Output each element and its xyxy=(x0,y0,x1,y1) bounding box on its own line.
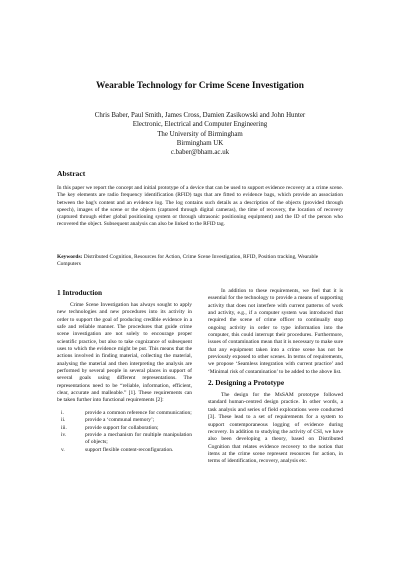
abstract-heading: Abstract xyxy=(57,169,86,178)
prototype-heading: 2. Designing a Prototype xyxy=(208,378,285,388)
list-item-number: iii. xyxy=(61,424,67,431)
prototype-paragraph: The design for the MsSAM prototype followed standard human-centred design practice. In other words, a task analysis and series of field explorations were conducted [3]. These lead to a set of requirements for a system to support contemporaneous logging of evidence during recovery. In addition to studying the activity of CSI, we have also been developing a theory, based on Distributed Cognition that relates evidence recovery to the notion that items at the crime scene represent resources for action, in terms of identification, recovery, analysis etc. xyxy=(208,392,343,465)
list-item-number: i. xyxy=(61,409,64,416)
author-names: Chris Baber, Paul Smith, James Cross, Damien Zasikowski and John Hunter xyxy=(94,112,306,119)
keywords xyxy=(57,254,343,269)
list-item-number: ii. xyxy=(61,417,66,424)
list-item xyxy=(57,432,192,447)
author-email: c.baber@bham.ac.uk xyxy=(170,149,230,157)
abstract-text: In this paper we report the concept and initial prototype of a device that can be used to support evidence recovery at a crime scene. The key elements are radio frequency identification (RFID) tags that are fitted to evidence bags, which provide an association between the bag's content and an evidence log. The log contains such details as a description of the objects (provided through speech), images of the scene or the objects (captured through digital cameras), the time of recovery, the location of recovery (captured through either global positioning system or through ultrasonic positioning equipment) and the ID of the person who recovered the object. Subsequent analysis can also be linked to the RFID tag. xyxy=(57,185,343,228)
author-block xyxy=(0,111,400,157)
introduction-heading: 1 Introduction xyxy=(57,288,103,297)
introduction-paragraph: Crime Scene Investigation has always sought to apply new technologies and new procedures into its activity in order to support the goal of producing credible evidence in a safe and reliable manner. The procedures that guide crime scene investigation are not solely to encourage proper scientific practice, but also to take cognizance of subsequent uses to which the evidence might be put. This means that the actions involved in finding material, collecting the material, analysing the material and then interpreting the analysis are performed by several people in several places in support of several goals using different representations. The representations need to be “reliable, information, efficient, clear, accurate and malleable.” [1]. These requirements can be taken further into functional requirements [2]: xyxy=(57,302,192,404)
list-item xyxy=(57,425,192,432)
paper-title: Wearable Technology for Crime Scene Investigation xyxy=(96,81,304,91)
right-column xyxy=(208,288,343,466)
requirements-list xyxy=(57,410,192,454)
author-department: Electronic, Electrical and Computer Engineering xyxy=(132,121,268,129)
keywords-label: Keywords: xyxy=(57,254,83,260)
list-item-text: support flexible content-reconfiguration. xyxy=(85,446,174,453)
list-item xyxy=(57,417,192,424)
author-university: The University of Birmingham xyxy=(157,130,243,138)
requirements-paragraph: In addition to these requirements, we feel that it is essential for the technology to provide a means of supporting activity that does not interfere with current patterns of work and activity, e.g., if a computer system was introduced that required the scene of crime officer to continually stop ongoing activity in order to type information into the computer, this could interrupt their procedures. Furthermore, issues of contamination mean that it is necessary to make sure that any equipment taken into a crime scene has not be previously exposed to other scenes. In terms of requirements, we propose ‘Seamless integration with current practice’ and ‘Minimal risk of contamination’ to be added to the above list. xyxy=(208,288,343,375)
list-item-number: v. xyxy=(61,446,65,453)
list-item-text: provide support for collaboration; xyxy=(85,424,159,431)
list-item-text: provide a ‘communal memory’; xyxy=(85,417,155,424)
keywords-text: Distributed Cognition, Resources for Action, Crime Scene Investigation, RFID, Position tracking, Wearable Computers xyxy=(57,254,319,268)
list-item-text: provide a mechanism for multiple manipulation of objects; xyxy=(85,431,192,446)
left-column xyxy=(57,288,192,454)
list-item-number: iv. xyxy=(61,431,67,438)
list-item xyxy=(57,447,192,454)
author-city: Birmingham UK xyxy=(176,139,224,147)
list-item-text: provide a common reference for communication; xyxy=(85,409,192,416)
